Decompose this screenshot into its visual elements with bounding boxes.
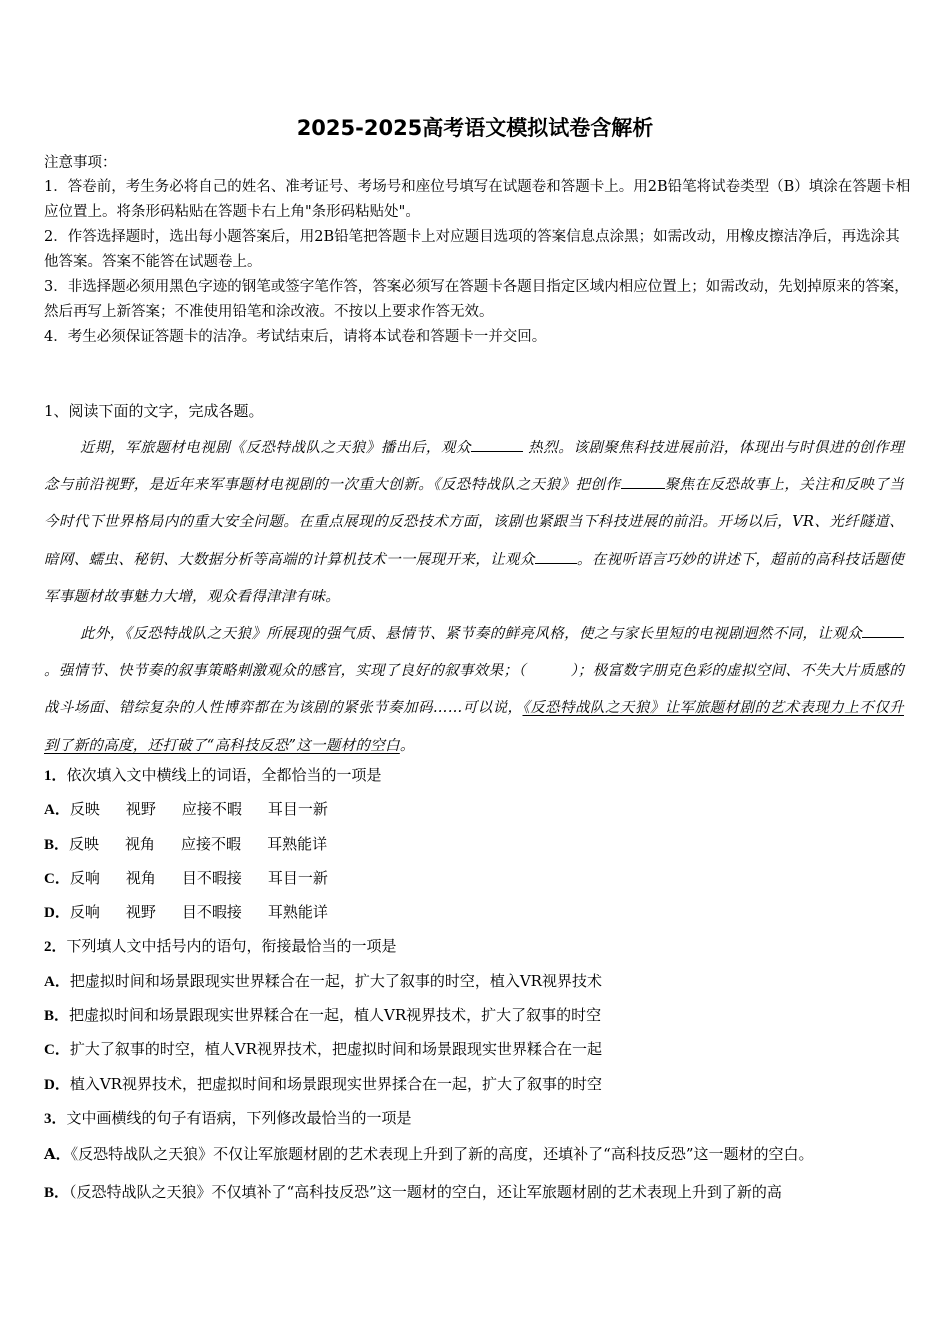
- notice-heading: 注意事项：: [44, 155, 117, 171]
- option-row: C．扩大了叙事的时空，植人VR视界技术，把虚拟时间和场景跟现实世界糅合在一起: [44, 1040, 602, 1059]
- option-row: A．《反恐特战队之天狼》不仅让军旅题材剧的艺术表现上升到了新的高度，还填补了“高科技反恐”这一题材的空白。: [44, 1145, 814, 1164]
- notice-item: 3．非选择题必须用黑色字迹的钢笔或签字笔作答，答案必须写在答题卡各题目指定区域内相应位置上；如需改动，先划掉原来的答案，然后再写上新答案；不准使用铅笔和涂改液。不按以上要求作答无效。: [44, 279, 909, 320]
- passage-paragraph-1: [44, 430, 904, 616]
- section-heading: 1、阅读下面的文字，完成各题。: [44, 402, 264, 420]
- passage-paragraph-2: [44, 616, 904, 765]
- notice-item: 4．考生必须保证答题卡的洁净。考试结束后，请将本试卷和答题卡一并交回。: [44, 329, 547, 345]
- notice-item: 1．答卷前，考生务必将自己的姓名、准考证号、考场号和座位号填写在试题卷和答题卡上。用2B铅笔将试卷类型（B）填涂在答题卡相应位置上。将条形码粘贴在答题卡右上角"条形码粘贴处"。: [44, 179, 911, 220]
- underlined-sentence: 《反恐特战队之天狼》让军旅题材剧的艺术表现力上不仅升到了新的高度，还打破了“高科技反恐”这一题材的空白: [44, 700, 904, 754]
- passage-text: 。: [399, 737, 415, 754]
- question-stem: 2．下列填人文中括号内的语句，衔接最恰当的一项是: [44, 937, 397, 956]
- passage-text: 热烈。该剧聚焦科技进展前沿，体现出与时俱进的创作理念与前沿视野，是近年来军事题材电视剧的一次重大创新。《反恐特战队之天狼》把创作: [44, 440, 904, 494]
- option-row: D．反响 视野 目不暇接 耳熟能详: [44, 903, 328, 922]
- option-row: D．植入VR视界技术，把虚拟时间和场景跟现实世界揉合在一起，扩大了叙事的时空: [44, 1074, 602, 1093]
- notice-item: 2．作答选择题时，选出每小题答案后，用2B铅笔把答题卡上对应题目选项的答案信息点涂黑；如需改动，用橡皮擦洁净后，再选涂其他答案。答案不能答在试题卷上。: [44, 229, 900, 270]
- question-stem: 1．依次填入文中横线上的词语，全都恰当的一项是: [44, 766, 382, 784]
- option-row: C．反响 视角 目不暇接 耳目一新: [44, 868, 328, 887]
- option-row: B．把虚拟时间和场景跟现实世界糅合在一起，植人VR视界技术，扩大了叙事的时空: [44, 1006, 602, 1025]
- question-list: [44, 758, 906, 1211]
- answer-blank: [862, 623, 904, 638]
- notice-list: [44, 175, 914, 350]
- option-row: A．把虚拟时间和场景跟现实世界糅合在一起，扩大了叙事的时空，植入VR视界技术: [44, 971, 602, 990]
- answer-blank: [535, 549, 577, 564]
- passage-text: 。在视听语言巧妙的讲述下，超前的高科技话题使军事题材故事魅力大增，观众看得津津有味。: [44, 551, 904, 605]
- page-title: 2025-2025高考语文模拟试卷含解析: [296, 116, 654, 140]
- answer-blank: [621, 474, 665, 489]
- passage-text: 聚焦在反恐故事上，关注和反映了当今时代下世界格局内的重大安全问题。在重点展现的反恐技术方面，该剧也紧跟当下科技进展的前沿。开场以后，VR、光纤隧道、暗网、蠕虫、秘钥、大数据分析等高端的计算机技术一一展现开来，让观众: [44, 477, 904, 568]
- option-row: B．反映 视角 应接不暇 耳熟能详: [44, 834, 328, 853]
- reading-passage: [44, 430, 904, 765]
- passage-text: 。强情节、快节奏的叙事策略刺激观众的感官，实现了良好的叙事效果；（ ）；极富数字朋克色彩的虚拟空间、不失大片质感的战斗场面、错综复杂的人性博弈都在为该剧的紧张节奏加码……可以说，: [44, 663, 904, 717]
- passage-text: 此外，《反恐特战队之天狼》所展现的强气质、悬情节、紧节奏的鲜亮风格，使之与家长里短的电视剧迥然不同，让观众: [80, 626, 862, 643]
- answer-blank: [471, 437, 523, 452]
- option-row: A．反映 视野 应接不暇 耳目一新: [44, 800, 328, 819]
- passage-text: 近期，军旅题材电视剧《反恐特战队之天狼》播出后，观众: [80, 440, 472, 456]
- question-stem: 3．文中画横线的句子有语病，下列修改最恰当的一项是: [44, 1108, 412, 1127]
- option-row: B．（反恐特战队之天狼》不仅填补了“高科技反恐”这一题材的空白，还让军旅题材剧的艺术表现上升到了新的高: [44, 1183, 782, 1202]
